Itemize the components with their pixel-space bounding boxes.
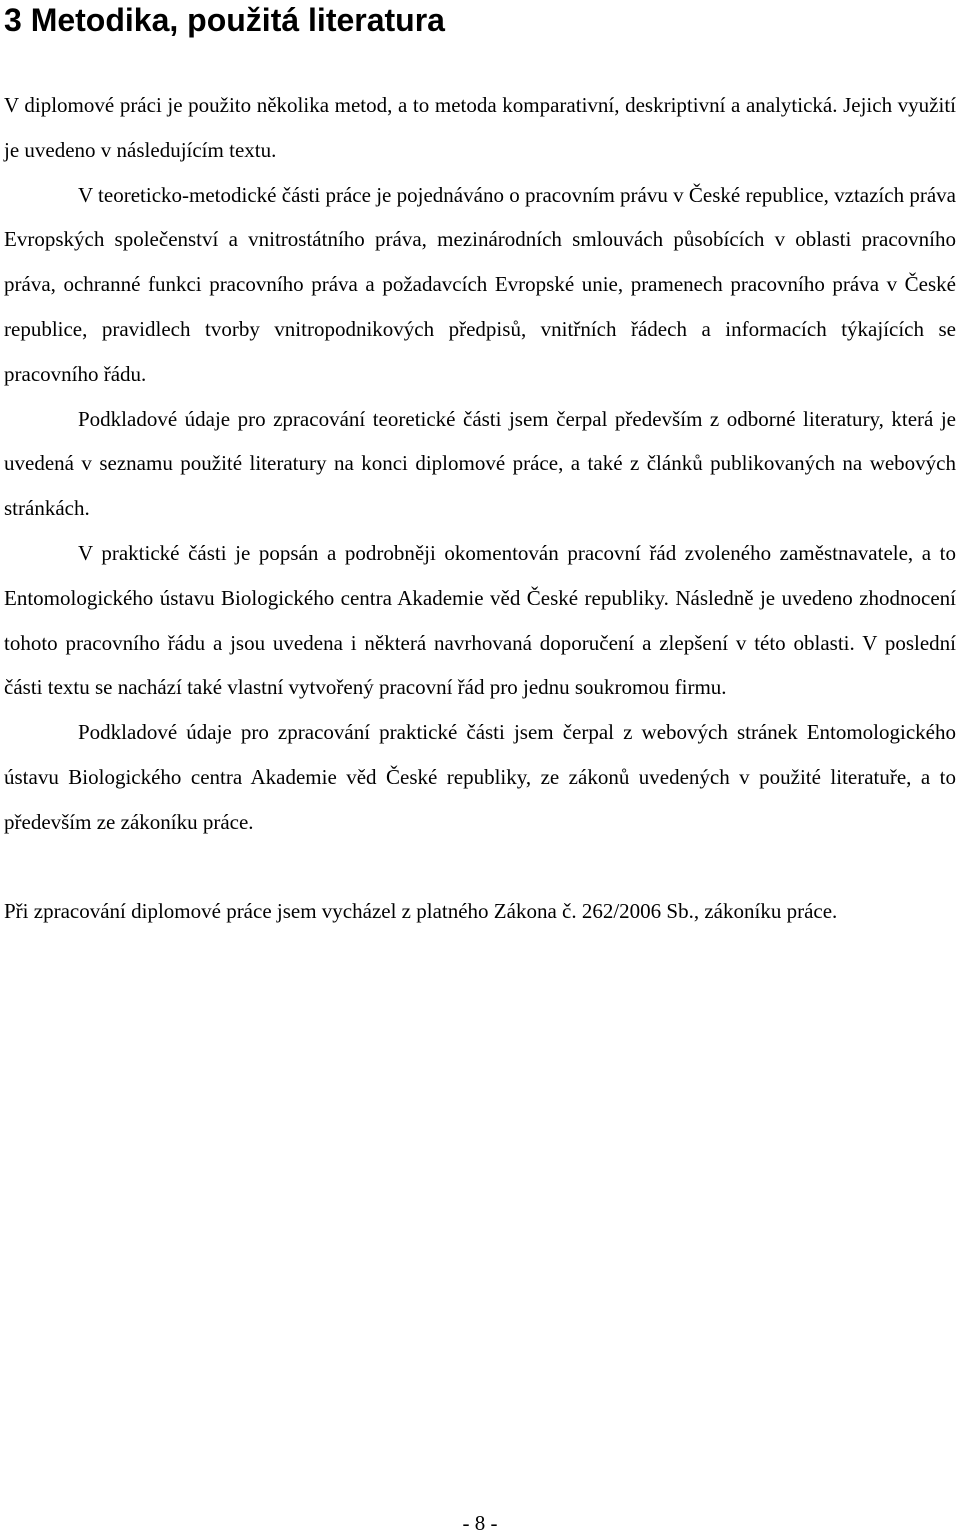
paragraph-methods: V diplomové práci je použito několika metod, a to metoda komparativní, deskriptivní a analytická. Jejich využití je uvedeno v následujícím textu. bbox=[4, 93, 956, 162]
paragraph-theoretical-part: V teoreticko-metodické části práce je pojednáváno o pracovním právu v České republice, vztazích práva Evropských společenství a vnitrostátního práva, mezinárodních smlouvách působících v oblasti pracovního práva, ochranné funkci pracovního práva a požadavcích Evropské unie, pramenech pracovního práva v České republice, pravidlech tvorby vnitropodnikových předpisů, vnitřních řádech a informacích týkajících se pracovního řádu. bbox=[4, 182, 956, 386]
paragraph-theoretical-sources: Podkladové údaje pro zpracování teoretické části jsem čerpal především z odborné literatury, která je uvedená v seznamu použité literatury na konci diplomové práce, a také z článků publikovaných na webových stránkách. bbox=[4, 406, 956, 521]
paragraph-practical-part: V praktické části je popsán a podrobněji okomentován pracovní řád zvoleného zaměstnavatele, a to Entomologického ústavu Biologického centra Akademie věd České republiky. Následně je uvedeno zhodnocení tohoto pracovního řádu a jsou uvedena i některá navrhovaná doporučení a zlepšení v této oblasti. V poslední části textu se nachází také vlastní vytvořený pracovní řád pro jednu soukromou firmu. bbox=[4, 540, 956, 700]
page-number: - 8 - bbox=[462, 1511, 498, 1535]
paragraph-practical-sources: Podkladové údaje pro zpracování praktické části jsem čerpal z webových stránek Entomologického ústavu Biologického centra Akademie věd České republiky, ze zákonů uvedených v použité literatuře, a to především ze zákoníku práce. bbox=[4, 720, 956, 834]
section-heading: 3 Metodika, použitá literatura bbox=[4, 2, 445, 38]
paragraph-legal-basis: Při zpracování diplomové práce jsem vycházel z platného Zákona č. 262/2006 Sb., zákoníku práce. bbox=[4, 898, 838, 923]
body-text bbox=[4, 83, 956, 933]
